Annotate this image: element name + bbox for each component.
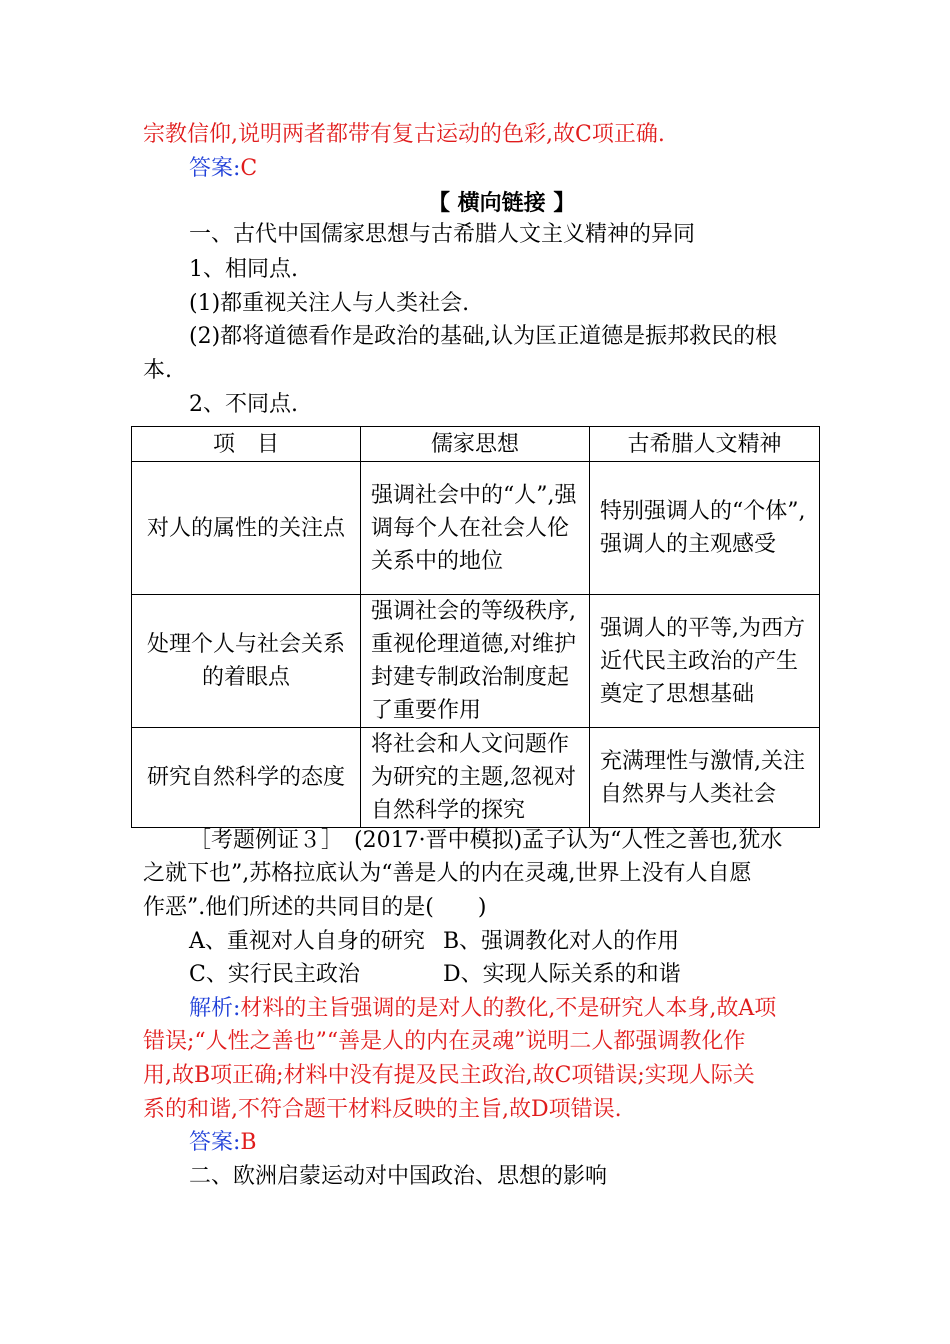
analysis-line-4: 系的和谐,不符合题干材料反映的主旨,故D项错误. [143,1097,622,1122]
header-confucian: 儒家思想 [361,427,590,462]
answer-value: B [240,1130,257,1155]
row-confucian: 强调社会中的“人”,强调每个人在社会人伦关系中的地位 [361,462,590,595]
similarity-item-2-cont: 本. [143,358,172,383]
part1-title: 一、古代中国儒家思想与古希腊人文主义精神的异同 [189,222,696,247]
part2-title: 二、欧洲启蒙运动对中国政治、思想的影响 [189,1164,608,1189]
row-greek: 强调人的平等,为西方近代民主政治的产生奠定了思想基础 [590,595,820,728]
question-line-3: 作恶”.他们所述的共同目的是( ) [143,895,487,920]
row-confucian: 强调社会的等级秩序,重视伦理道德,对维护封建专制政治制度起了重要作用 [361,595,590,728]
row-item: 研究自然科学的态度 [132,728,361,828]
table-header-row [132,427,820,462]
similarities-title: 1、相同点. [189,257,298,282]
answer-value: C [240,156,258,181]
option-b: B、强调教化对人的作用 [443,929,680,954]
section-heading: 【 横向链接 】 [428,190,576,216]
row-confucian: 将社会和人文问题作为研究的主题,忽视对自然科学的探究 [361,728,590,828]
analysis-text-1: 材料的主旨强调的是对人的教化,不是研究人本身,故A项 [240,996,777,1021]
answer-line-2 [189,1126,257,1160]
similarity-item-2: (2)都将道德看作是政治的基础,认为匡正道德是振邦救民的根 [189,324,778,349]
option-d: D、实现人际关系的和谐 [443,962,681,987]
question-line-1: ［考题例证３］ (2017·晋中模拟)孟子认为“人性之善也,犹水 [189,828,783,853]
row-greek: 特别强调人的“个体”,强调人的主观感受 [590,462,820,595]
answer-line-1 [189,152,257,186]
differences-title: 2、不同点. [189,392,298,417]
similarity-item-1: (1)都重视关注人与人类社会. [189,291,470,316]
row-item: 处理个人与社会关系的着眼点 [132,595,361,728]
row-greek: 充满理性与激情,关注自然界与人类社会 [590,728,820,828]
question-line-2: 之就下也”,苏格拉底认为“善是人的内在灵魂,世界上没有人自愿 [143,861,752,886]
option-a: A、重视对人自身的研究 [189,929,425,954]
table-row [132,462,820,595]
explanation-continuation: 宗教信仰,说明两者都带有复古运动的色彩,故C项正确. [143,122,665,147]
analysis-label: 解析: [189,996,241,1021]
answer-label: 答案: [189,1130,241,1155]
analysis-line-2: 错误;“人性之善也”“善是人的内在灵魂”说明二人都强调教化作 [143,1029,746,1054]
table-row [132,728,820,828]
table-row [132,595,820,728]
analysis-line-3: 用,故B项正确;材料中没有提及民主政治,故C项错误;实现人际关 [143,1063,755,1088]
analysis-line-1 [189,992,776,1026]
comparison-table [131,426,820,828]
option-c: C、实行民主政治 [189,962,360,987]
header-item: 项 目 [132,427,361,462]
row-item: 对人的属性的关注点 [132,462,361,595]
answer-label: 答案: [189,156,241,181]
header-greek: 古希腊人文精神 [590,427,820,462]
